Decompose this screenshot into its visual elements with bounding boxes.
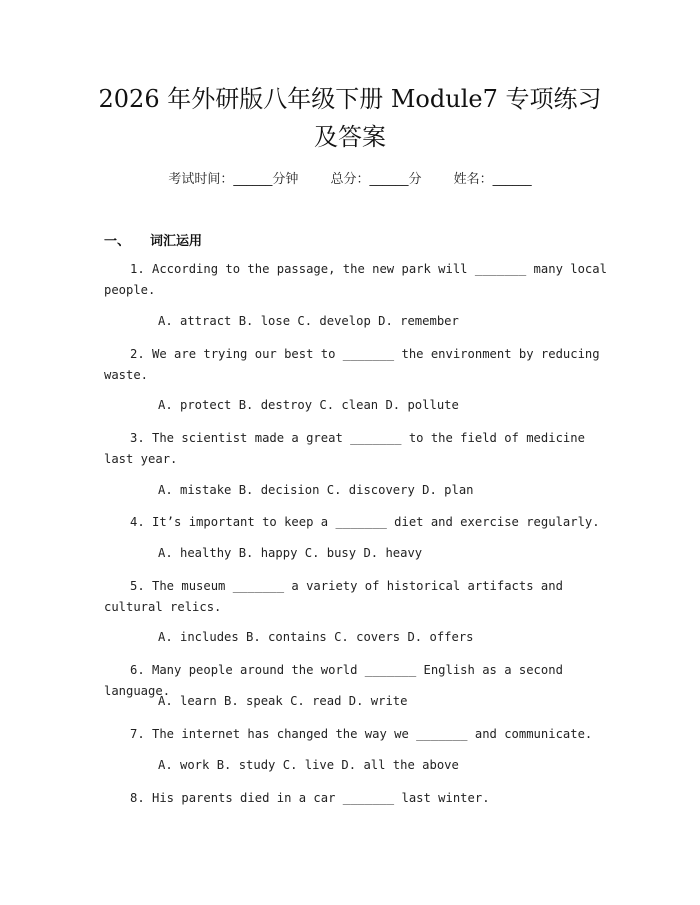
student-name: 姓名：______ [453,172,532,187]
section-heading [104,230,202,249]
section-label: 词汇运用 [150,234,203,249]
question-2-options: A. protect B. destroy C. clean D. pollute [158,398,459,412]
question-3: 3. The scientist made a great _______ to the field of medicine last year. [104,431,585,466]
question-4-options: A. healthy B. happy C. busy D. heavy [158,546,423,560]
question-7: 7. The internet has changed the way we _______ and communicate. [130,727,593,741]
question-7-options: A. work B. study C. live D. all the above [158,758,459,772]
question-2: 2. We are trying our best to _______ the environment by reducing waste. [104,347,600,382]
title-line-2: 及答案 [314,123,386,151]
question-5: 5. The museum _______ a variety of historical artifacts and cultural relics. [104,579,563,614]
document-title [60,80,640,156]
question-1: 1. According to the passage, the new park will _______ many local people. [104,262,607,297]
question-6: 6. Many people around the world _______ English as a second language. [104,663,563,698]
question-8: 8. His parents died in a car _______ last winter. [130,791,490,805]
exam-score: 总分：______分 [330,172,422,187]
question-6-options: A. learn B. speak C. read D. write [158,694,408,708]
question-1-options: A. attract B. lose C. develop D. remember [158,314,459,328]
question-3-options: A. mistake B. decision C. discovery D. plan [158,483,474,497]
question-4: 4. It’s important to keep a _______ diet and exercise regularly. [130,515,600,529]
section-number: 一、 [104,234,131,249]
question-5-options: A. includes B. contains C. covers D. offers [158,630,474,644]
exam-time: 考试时间：______分钟 [168,172,299,187]
title-line-1: 2026 年外研版八年级下册 Module7 专项练习 [98,85,602,113]
exam-info [0,168,700,187]
